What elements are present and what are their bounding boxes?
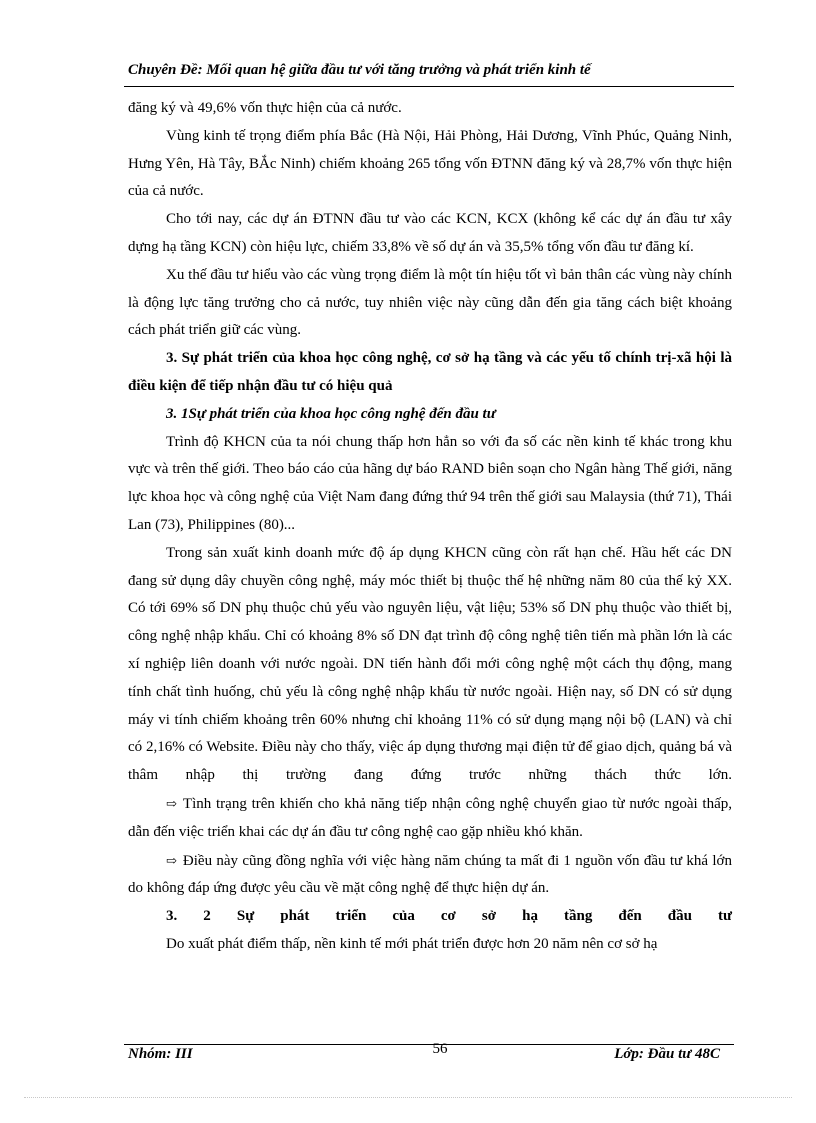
paragraph-8 [128, 847, 732, 904]
paragraph-8-text: Điều này cũng đồng nghĩa với việc hàng năm chúng ta mất đi 1 nguồn vốn đầu tư khá lớn do không đáp ứng được yêu cầu về mặt công nghệ để thực hiện dự án. [128, 852, 732, 897]
section-heading-3: 3. Sự phát triển của khoa học công nghệ, cơ sở hạ tầng và các yếu tố chính trị-xã hội là điều kiện để tiếp nhận đầu tư có hiệu quả [128, 350, 732, 394]
paragraph-2: Vùng kinh tế trọng điểm phía Bắc (Hà Nội, Hải Phòng, Hải Dương, Vĩnh Phúc, Quảng Ninh, Hưng Yên, Hà Tây, BẮc Ninh) chiếm khoảng 265 tổng vốn ĐTNN đăng ký và 28,7% vốn thực hiện của cả nước. [128, 127, 732, 200]
paragraph-3: Cho tới nay, các dự án ĐTNN đầu tư vào các KCN, KCX (không kể các dự án đầu tư xây dựng hạ tầng KCN) còn hiệu lực, chiếm 33,8% về số dự án và 35,5% tổng vốn đầu tư đăng kí. [128, 211, 732, 255]
subsection-heading-3-2: 3. 2 Sự phát triển của cơ sở hạ tầng đến đầu tư [166, 908, 732, 925]
paragraph-6: Trong sản xuất kinh doanh mức độ áp dụng KHCN cũng còn rất hạn chế. Hầu hết các DN đang sử dụng dây chuyền công nghệ, máy móc thiết bị thuộc thế hệ những năm 80 của thế kỷ XX. Có tới 69% số DN phụ thuộc chủ yếu vào nguyên liệu, vật liệu; 53% số DN phụ thuộc vào thiết bị, công nghệ nhập khẩu. Chỉ có khoảng 8% số DN đạt trình độ công nghệ tiên tiến mà phần lớn là các xí nghiệp liên doanh với nước ngoài. DN tiến hành đổi mới công nghệ một cách thụ động, mang tính chất tình huống, chủ yếu là công nghệ nhập khẩu từ nước ngoài. Hiện nay, số DN có sử dụng máy vi tính chiếm khoảng trên 60% nhưng chỉ khoảng 11% có sử dụng mạng nội bộ (LAN) và chỉ có 2,16% có Website. Điều này cho thấy, việc áp dụng thương mại điện tử để giao dịch, quảng bá và thâm nhập thị trường đang đứng trước những thách thức lớn. [128, 544, 732, 784]
page-header-title: Chuyên Đề: Mối quan hệ giữa đầu tư với tăng trưởng và phát triển kinh tế [128, 62, 591, 78]
document-body [128, 95, 732, 959]
paragraph-1: đăng ký và 49,6% vốn thực hiện của cả nước. [128, 100, 402, 116]
page-number: 56 [432, 1041, 448, 1057]
paragraph-9: Do xuất phát điểm thấp, nền kinh tế mới phát triển được hơn 20 năm nên cơ sở hạ [166, 935, 658, 952]
page-edge-dotted-line [24, 1097, 792, 1098]
paragraph-7 [128, 790, 732, 847]
paragraph-7-text: Tình trạng trên khiến cho khả năng tiếp nhận công nghệ chuyển giao từ nước ngoài thấp, dẫn đến việc triển khai các dự án đầu tư công nghệ cao gặp nhiều khó khăn. [128, 795, 732, 840]
right-arrow-outline-icon: ⇨ [166, 795, 177, 811]
subsection-heading-3-1: 3. 1Sự phát triển của khoa học công nghệ đến đầu tư [166, 405, 496, 422]
footer-group: Nhóm: III [128, 1046, 193, 1062]
footer-class: Lớp: Đầu tư 48C [614, 1046, 720, 1062]
right-arrow-outline-icon: ⇨ [166, 852, 177, 868]
header-divider [124, 86, 734, 87]
paragraph-4: Xu thế đầu tư hiểu vào các vùng trọng điểm là một tín hiệu tốt vì bản thân các vùng này chính là động lực tăng trưởng cho cả nước, tuy nhiên việc này cũng dẫn đến gia tăng cách biệt khoảng cách phát triển giữ các vùng. [128, 266, 732, 339]
paragraph-5: Trình độ KHCN của ta nói chung thấp hơn hẳn so với đa số các nền kinh tế khác trong khu vực và trên thế giới. Theo báo cáo của hãng dự báo RAND biên soạn cho Ngân hàng Thế giới, năng lực khoa học và công nghệ của Việt Nam đang đứng thứ 94 trên thế giới sau Malaysia (thứ 71), Thái Lan (73), Philippines (80)... [128, 433, 732, 533]
